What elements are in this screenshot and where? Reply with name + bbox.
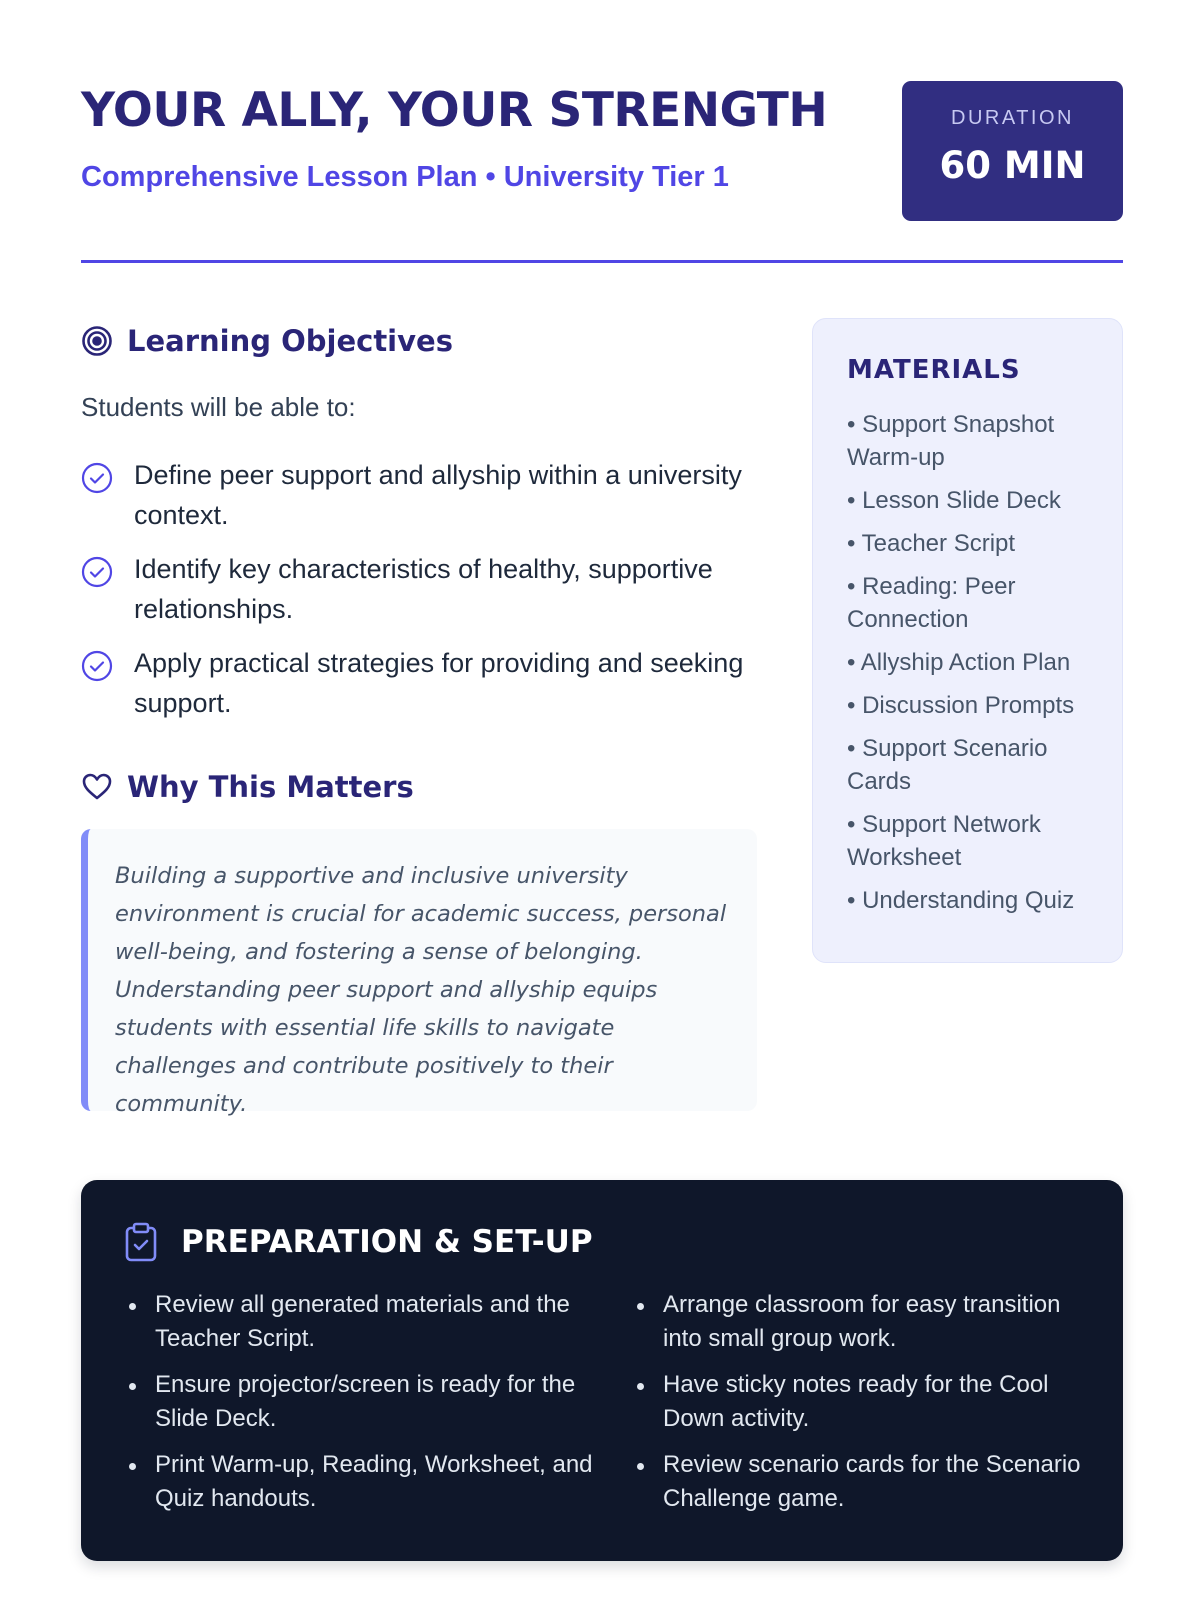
objective-text: Define peer support and allyship within a university context. (134, 460, 742, 530)
material-item: • Discussion Prompts (847, 692, 1075, 719)
page-header (81, 81, 1123, 221)
material-item: • Support Network Worksheet (847, 811, 1041, 871)
objectives-list (81, 455, 761, 737)
material-item: • Support Snapshot Warm-up (847, 411, 1055, 471)
clipboard-check-icon (121, 1222, 161, 1262)
why-body: Building a supportive and inclusive university environment is crucial for academic success, personal well-being, and fostering a sense of belonging. Understanding peer support and allyship equips students with essential life skills to navigate challenges and contribute positively to their community. (115, 863, 727, 1117)
objective-text: Identify key characteristics of healthy, supportive relationships. (134, 554, 713, 624)
objective-item (81, 455, 761, 535)
prep-item: Print Warm-up, Reading, Worksheet, and Quiz handouts. (121, 1448, 629, 1516)
objective-item (81, 549, 761, 629)
material-item: • Lesson Slide Deck (847, 487, 1061, 514)
material-item: • Support Scenario Cards (847, 735, 1048, 795)
why-quote (81, 829, 757, 1117)
target-icon (81, 325, 113, 357)
prep-item: Have sticky notes ready for the Cool Down activity. (629, 1368, 1081, 1436)
preparation-list-right (629, 1288, 1081, 1528)
preparation-heading (121, 1220, 1123, 1264)
objectives-heading (81, 321, 453, 361)
material-item: • Reading: Peer Connection (847, 573, 1016, 633)
check-circle-icon (81, 556, 113, 588)
materials-list (847, 408, 1096, 917)
preparation-list-left (121, 1288, 629, 1528)
heart-icon (81, 771, 113, 803)
preparation-columns (121, 1288, 1081, 1528)
duration-value: 60 MIN (939, 144, 1086, 187)
page-subtitle: Comprehensive Lesson Plan • University Tier 1 (81, 161, 729, 193)
duration-badge (902, 81, 1123, 221)
objectives-heading-text: Learning Objectives (127, 324, 453, 358)
material-item: • Allyship Action Plan (847, 649, 1071, 676)
page-title: YOUR ALLY, YOUR STRENGTH (81, 83, 828, 138)
why-heading-text: Why This Matters (127, 770, 414, 804)
check-circle-icon (81, 462, 113, 494)
material-item: • Teacher Script (847, 530, 1016, 557)
objective-text: Apply practical strategies for providing and seeking support. (134, 648, 744, 718)
preparation-heading-text: PREPARATION & SET-UP (181, 1224, 593, 1260)
prep-item: Review all generated materials and the Teacher Script. (121, 1288, 629, 1356)
preparation-panel (81, 1180, 1123, 1561)
check-circle-icon (81, 650, 113, 682)
duration-label: DURATION (951, 107, 1074, 129)
prep-item: Arrange classroom for easy transition into small group work. (629, 1288, 1081, 1356)
prep-item: Review scenario cards for the Scenario Challenge game. (629, 1448, 1081, 1516)
materials-heading: MATERIALS (847, 355, 1021, 385)
prep-item: Ensure projector/screen is ready for the Slide Deck. (121, 1368, 629, 1436)
material-item: • Understanding Quiz (847, 887, 1075, 914)
materials-card (812, 318, 1123, 963)
header-divider (81, 260, 1123, 263)
objectives-intro: Students will be able to: (81, 392, 356, 422)
objective-item (81, 643, 761, 723)
why-heading (81, 767, 414, 807)
